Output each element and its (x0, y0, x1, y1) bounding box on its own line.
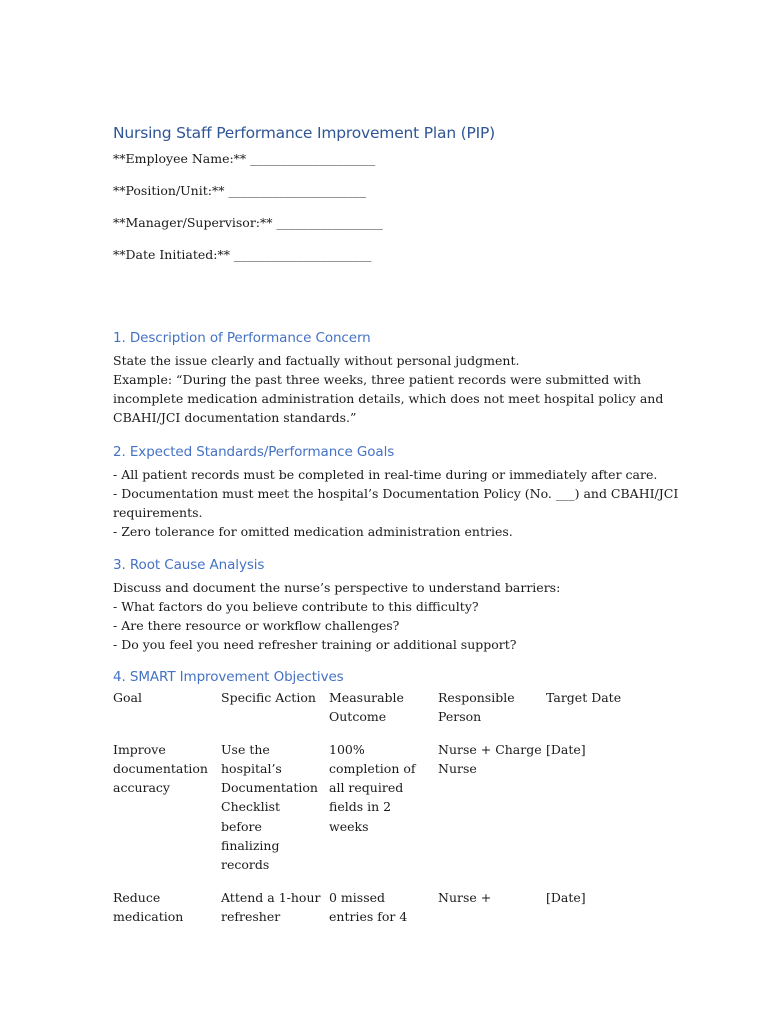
table-row (113, 740, 646, 888)
table-cell: Nurse + Charge Nurse (438, 741, 542, 776)
section-3-line: - What factors do you believe contribute to this difficulty? (113, 599, 479, 614)
manager-supervisor-field: **Manager/Supervisor:** _________________ (113, 215, 383, 230)
section-2-body (113, 465, 679, 541)
table-header-cell: Target Date (546, 690, 622, 705)
table-cell: Nurse + (438, 889, 492, 905)
table-cell: Attend a 1-hour refresher (221, 889, 321, 924)
table-cell: 100% completion of all required fields in 2 weeks (329, 741, 416, 834)
table-header-cell: Measurable Outcome (329, 690, 404, 725)
table-row (113, 888, 646, 927)
table-cell: 0 missed entries for 4 (329, 889, 408, 924)
section-2-line: - All patient records must be completed in real-time during or immediately after care. (113, 467, 658, 482)
section-3-line: Discuss and document the nurse’s perspective to understand barriers: (113, 580, 561, 595)
section-1-line: State the issue clearly and factually without personal judgment. (113, 353, 520, 368)
date-initiated-field: **Date Initiated:** ______________________ (113, 247, 372, 262)
position-unit-field: **Position/Unit:** ______________________ (113, 183, 366, 198)
section-1-heading: 1. Description of Performance Concern (113, 330, 371, 346)
section-1-line: CBAHI/JCI documentation standards.” (113, 410, 357, 425)
table-cell: Reduce medication (113, 889, 184, 924)
section-3-line: - Are there resource or workflow challenges? (113, 618, 400, 633)
section-2-line: - Zero tolerance for omitted medication administration entries. (113, 524, 513, 539)
section-1-body (113, 351, 664, 427)
table-cell: Improve documentation accuracy (113, 741, 208, 796)
section-3-line: - Do you feel you need refresher training or additional support? (113, 637, 517, 652)
table-header-cell: Specific Action (221, 690, 316, 705)
table-header-cell: Goal (113, 690, 142, 705)
section-2-heading: 2. Expected Standards/Performance Goals (113, 444, 395, 460)
section-1-line: Example: “During the past three weeks, three patient records were submitted with (113, 372, 642, 387)
table-header-cell: Responsible Person (438, 690, 515, 725)
table-cell: [Date] (546, 741, 586, 757)
employee-name-field: **Employee Name:** ____________________ (113, 151, 376, 166)
table-header-row (113, 688, 646, 740)
smart-objectives-table (113, 688, 646, 926)
table-cell: [Date] (546, 889, 586, 905)
table-cell: Use the hospital’s Documentation Checklist before finalizing records (221, 741, 318, 873)
document-title: Nursing Staff Performance Improvement Plan (PIP) (113, 124, 496, 142)
section-2-line: - Documentation must meet the hospital’s Documentation Policy (No. ___) and CBAHI/JCI (113, 486, 679, 501)
section-1-line: incomplete medication administration details, which does not meet hospital policy and (113, 391, 664, 406)
section-4-heading: 4. SMART Improvement Objectives (113, 669, 344, 685)
section-3-body (113, 578, 653, 654)
section-2-line: requirements. (113, 505, 203, 520)
section-3-heading: 3. Root Cause Analysis (113, 557, 265, 573)
